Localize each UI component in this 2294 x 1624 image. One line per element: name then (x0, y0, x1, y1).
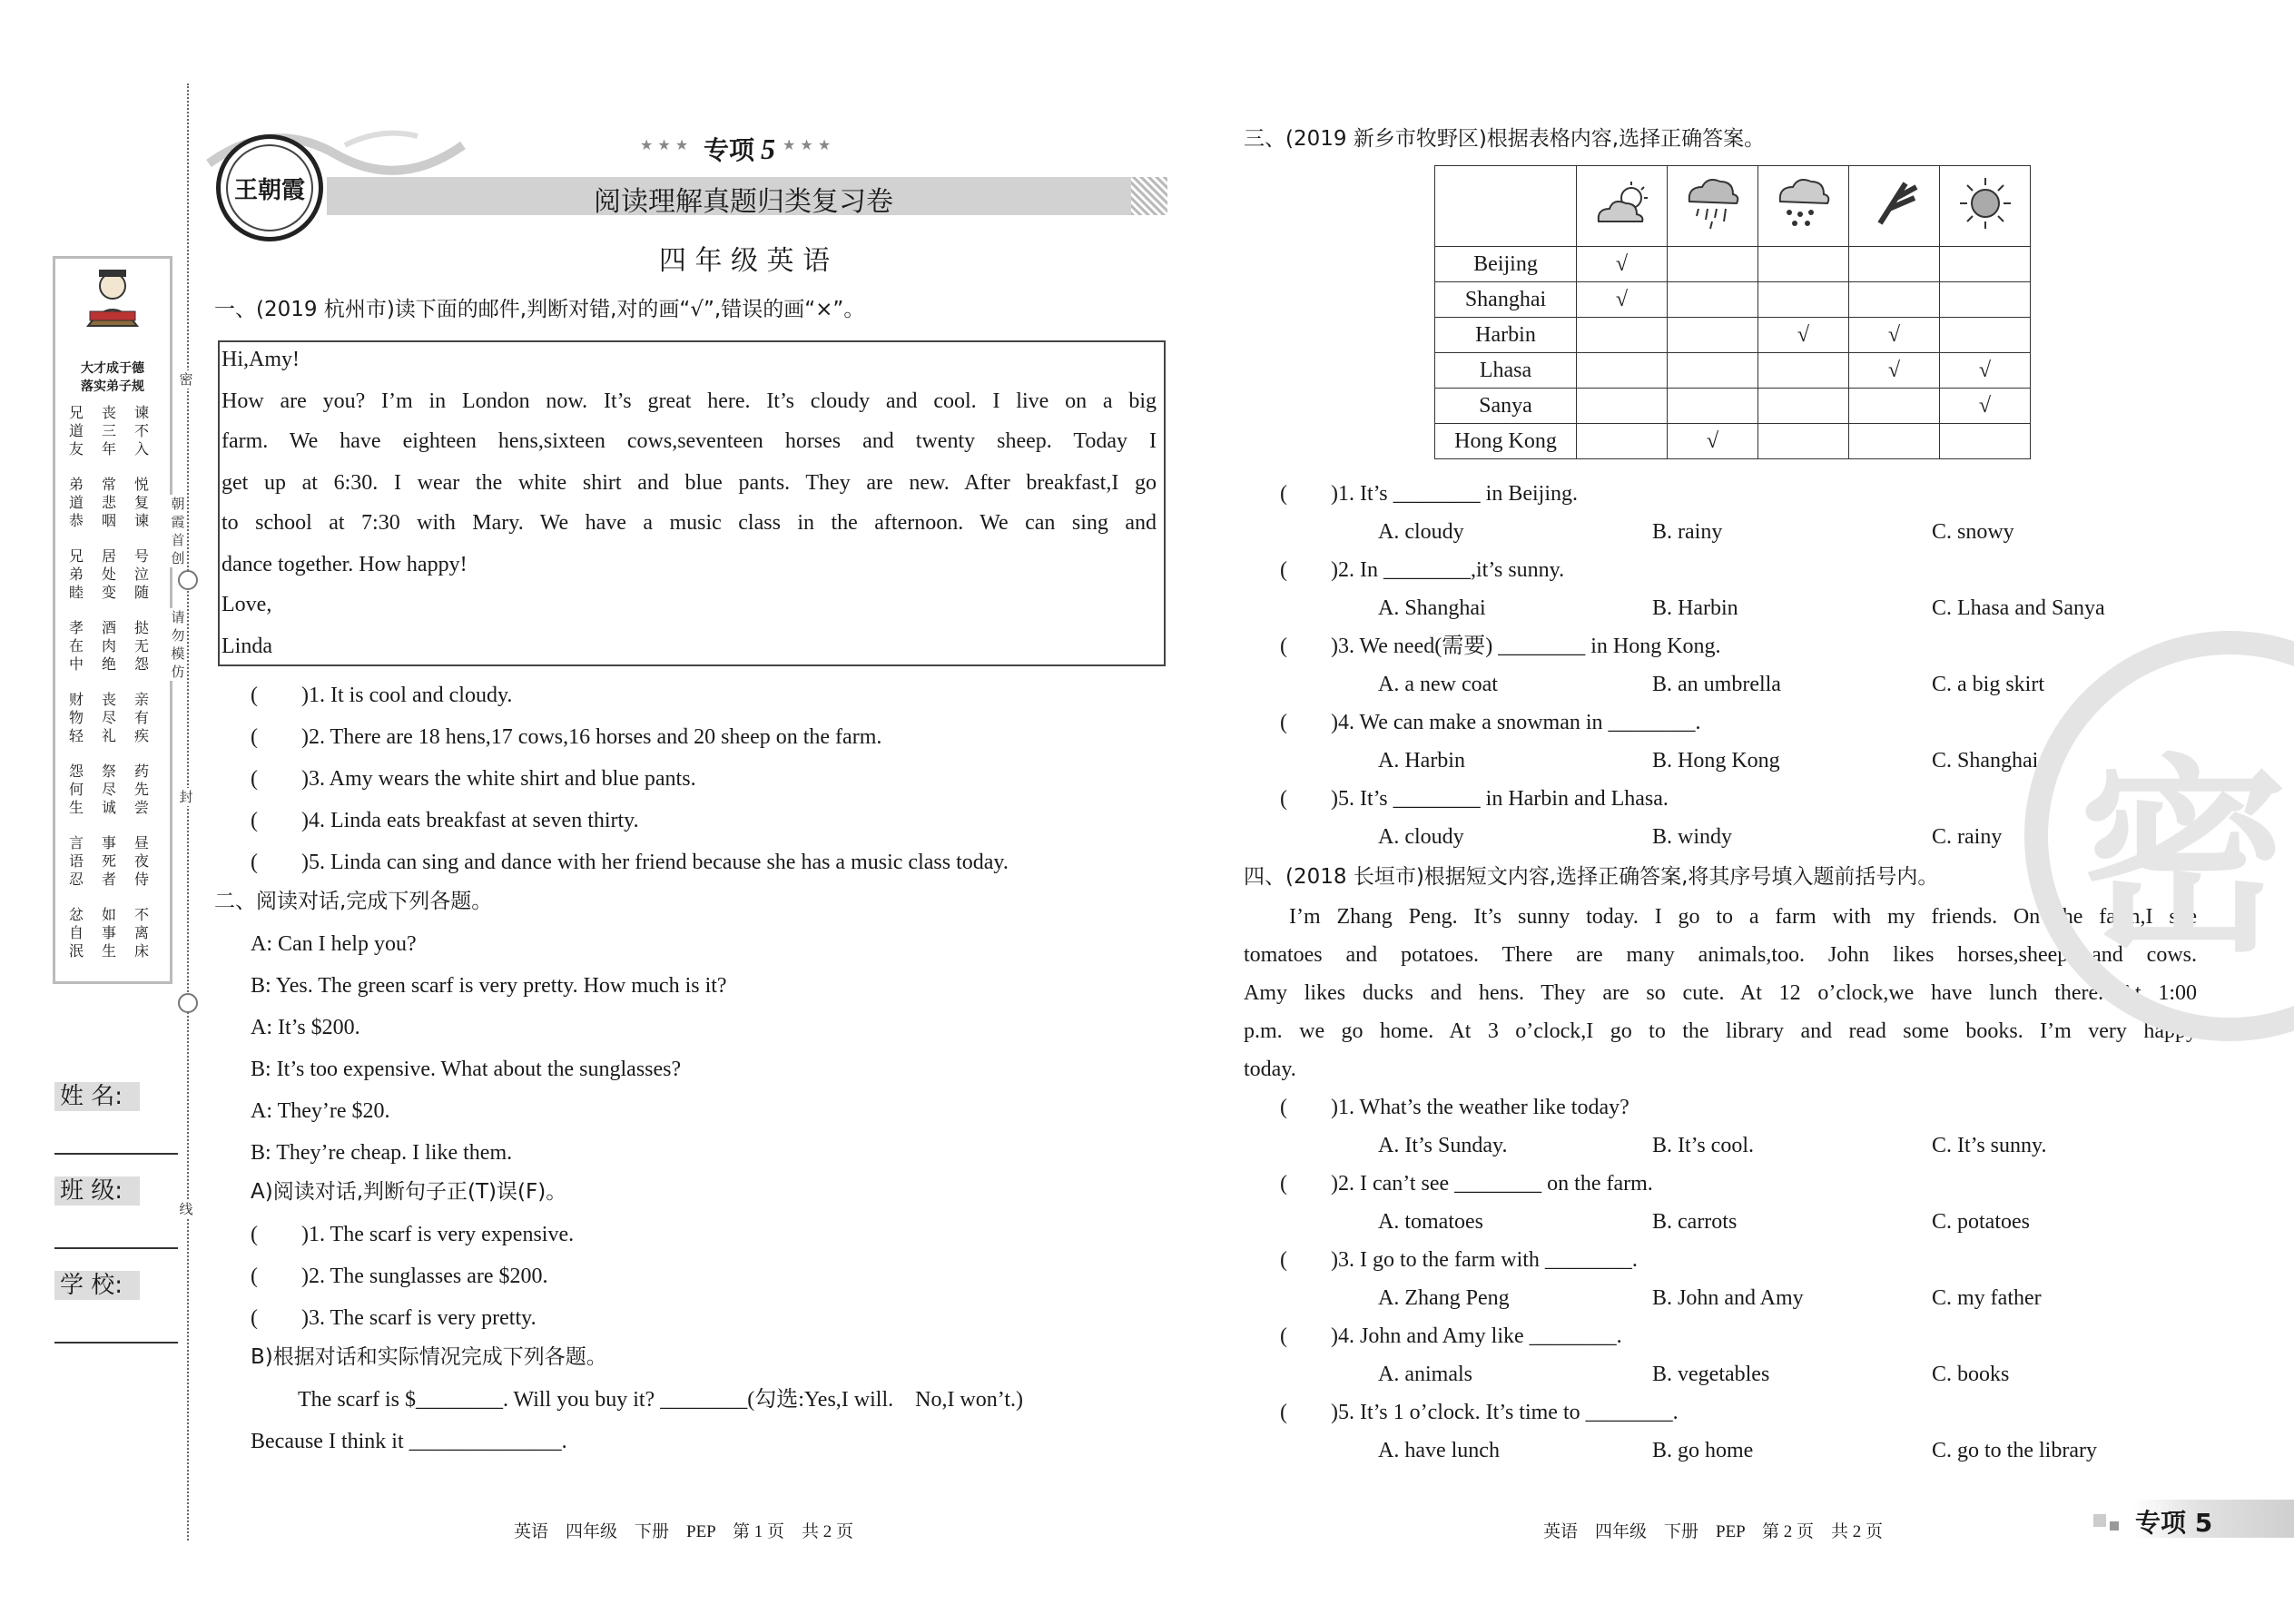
check-cell (1577, 353, 1668, 389)
weather-header-row (1435, 166, 2031, 247)
city-cell: Lhasa (1435, 353, 1577, 389)
table-row (1435, 282, 2031, 318)
motto-column: 酒肉绝 (101, 619, 116, 673)
check-cell (1577, 318, 1668, 353)
check-cell: √ (1849, 353, 1940, 389)
option-b: B. go home (1652, 1439, 1754, 1462)
question-stem: ( )2. I can’t see ________ on the farm. (1280, 1172, 1653, 1196)
stars-left-icon: ★ ★ ★ (640, 136, 689, 153)
partB-heading: B)根据对话和实际情况完成下列各题。 (251, 1345, 607, 1369)
check-cell (1849, 282, 1940, 318)
option-b: B. windy (1652, 825, 1733, 849)
table-row (1435, 247, 2031, 282)
option-c: C. go to the library (1932, 1439, 2097, 1462)
motto-column: 常悲咽 (101, 476, 116, 529)
check-cell: √ (1940, 389, 2031, 424)
motto-column: 丧三年 (101, 404, 116, 458)
option-a: A. Zhang Peng (1378, 1286, 1510, 1310)
true-false-item: ( )1. The scarf is very expensive. (251, 1223, 575, 1246)
passage-line: today. (1244, 1058, 1296, 1081)
email-line: Linda (222, 635, 272, 658)
side-label-mi: 密 (179, 371, 193, 388)
snow-icon (1758, 166, 1849, 247)
series-label (704, 131, 775, 167)
motto-column: 兄道友 (68, 404, 84, 458)
city-cell: Harbin (1435, 318, 1577, 353)
city-cell: Beijing (1435, 247, 1577, 282)
question-stem: ( )1. It’s ________ in Beijing. (1280, 482, 1578, 506)
check-cell: √ (1849, 318, 1940, 353)
table-row (1435, 389, 2031, 424)
option-c: C. rainy (1932, 825, 2003, 849)
check-cell (1849, 247, 1940, 282)
email-line: Love, (222, 593, 272, 616)
school-field[interactable] (54, 1342, 178, 1343)
passage-line: p.m. we go home. At 3 o’clock,I go to the library and read some books. I’m very happy (1244, 1019, 2197, 1043)
option-a: A. animals (1378, 1363, 1472, 1386)
table-row (1435, 353, 2031, 389)
section4-heading: 四、(2018 长垣市)根据短文内容,选择正确答案,将其序号填入题前括号内。 (1244, 865, 1939, 889)
motto-column: 挞无怨 (133, 619, 149, 673)
judgement-item: ( )5. Linda can sing and dance with her friend because she has a music class today. (251, 851, 1009, 874)
series-number: 5 (761, 133, 776, 165)
option-a: A. Harbin (1378, 749, 1465, 773)
passage-line: I’m Zhang Peng. It’s sunny today. I go to a farm with my friends. On the farm,I see (1289, 905, 2197, 929)
motto-column: 居处变 (101, 547, 116, 601)
motto-column: 如事生 (101, 906, 116, 960)
footer-left: 英语 四年级 下册 PEP 第 1 页 共 2 页 (514, 1522, 854, 1541)
check-cell (1849, 389, 1940, 424)
partA-heading: A)阅读对话,判断句子正(T)误(F)。 (251, 1180, 567, 1204)
footer-right: 英语 四年级 下册 PEP 第 2 页 共 2 页 (1543, 1522, 1884, 1541)
check-cell: √ (1758, 318, 1849, 353)
table-row (1435, 424, 2031, 459)
motto-title-2: 落实弟子规 (81, 379, 144, 394)
motto-column: 悦复谏 (133, 476, 149, 529)
check-cell (1758, 389, 1849, 424)
dialog-line: A: It’s $200. (251, 1016, 360, 1039)
binding-hole-icon (178, 993, 198, 1013)
dialog-line: A: Can I help you? (251, 932, 417, 956)
motto-column: 事死者 (101, 834, 116, 888)
option-a: A. a new coat (1378, 673, 1498, 696)
option-c: C. Shanghai (1932, 749, 2039, 773)
class-label: 班 级: (54, 1176, 140, 1206)
name-field[interactable] (54, 1153, 178, 1155)
watermark-text: 密 (2079, 738, 2289, 980)
city-cell: Shanghai (1435, 282, 1577, 318)
motto-column: 亲有疾 (133, 691, 149, 744)
check-cell (1577, 389, 1668, 424)
check-cell (1577, 424, 1668, 459)
table-corner (1435, 166, 1577, 247)
option-c: C. my father (1932, 1286, 2042, 1310)
motto-column: 丧尽礼 (101, 691, 116, 744)
option-b: B. Hong Kong (1652, 749, 1780, 773)
motto-column: 药先尝 (133, 763, 149, 816)
section-tag: 专项 5 (2135, 1508, 2213, 1538)
tag-square-icon (2093, 1514, 2106, 1527)
option-b: B. It’s cool. (1652, 1134, 1754, 1157)
name-label: 姓 名: (54, 1082, 140, 1111)
option-b: B. vegetables (1652, 1363, 1770, 1386)
dialog-line: B: Yes. The green scarf is very pretty. How much is it? (251, 974, 727, 998)
school-label: 学 校: (54, 1271, 140, 1300)
section1-heading: 一、(2019 杭州市)读下面的邮件,判断对错,对的画“√”,错误的画“×”。 (214, 298, 865, 321)
motto-title-1: 大才成于德 (81, 361, 144, 376)
check-cell (1940, 282, 2031, 318)
motto-column: 财物轻 (68, 691, 84, 744)
motto-panel (53, 256, 172, 984)
check-cell (1758, 353, 1849, 389)
email-line: to school at 7:30 with Mary. We have a music class in the afternoon. We can sing and (222, 511, 1157, 535)
option-c: C. Lhasa and Sanya (1932, 596, 2105, 620)
check-cell: √ (1577, 247, 1668, 282)
check-cell (1668, 247, 1758, 282)
option-a: A. It’s Sunday. (1378, 1134, 1508, 1157)
cloudy-sun-icon (1577, 166, 1668, 247)
motto-column: 昼夜侍 (133, 834, 149, 888)
motto-column: 怨何生 (68, 763, 84, 816)
motto-column: 谏不入 (133, 404, 149, 458)
passage-line: Amy likes ducks and hens. They are so cute. At 12 o’clock,we have lunch there. At 1:00 (1244, 981, 2197, 1005)
side-label-xian: 线 (179, 1201, 193, 1217)
option-b: B. rainy (1652, 520, 1723, 544)
judgement-item: ( )1. It is cool and cloudy. (251, 684, 513, 707)
logo-seal (216, 134, 323, 241)
tag-square-icon (2110, 1521, 2119, 1530)
city-cell: Hong Kong (1435, 424, 1577, 459)
email-line: Hi,Amy! (222, 348, 300, 371)
sun-icon (1940, 166, 2031, 247)
question-stem: ( )3. I go to the farm with ________. (1280, 1248, 1638, 1272)
motto-column: 言语忍 (68, 834, 84, 888)
side-label-feng: 封 (179, 789, 193, 805)
option-c: C. potatoes (1932, 1210, 2030, 1234)
check-cell (1758, 247, 1849, 282)
email-line: get up at 6:30. I wear the white shirt and blue pants. They are new. After breakfast,I go (222, 471, 1157, 495)
option-c: C. It’s sunny. (1932, 1134, 2047, 1157)
email-line: farm. We have eighteen hens,sixteen cows,seventeen horses and twenty sheep. Today I (222, 429, 1157, 453)
partB-line-1: The scarf is $________. Will you buy it? ________(勾选:Yes,I will. No,I won’t.) (298, 1388, 1023, 1412)
binding-dotted-line (187, 84, 189, 1540)
option-b: B. an umbrella (1652, 673, 1781, 696)
motto-column: 号泣随 (133, 547, 149, 601)
check-cell (1940, 318, 2031, 353)
motto-column: 兄弟睦 (68, 547, 84, 601)
dialog-line: B: They’re cheap. I like them. (251, 1141, 513, 1165)
check-cell (1758, 424, 1849, 459)
page-title: 阅读理解真题归类复习卷 (594, 186, 893, 218)
section2-heading: 二、阅读对话,完成下列各题。 (214, 890, 493, 913)
weather-table (1434, 165, 2031, 459)
email-line: How are you? I’m in London now. It’s great here. It’s cloudy and cool. I live on a big (222, 389, 1157, 413)
question-stem: ( )5. It’s 1 o’clock. It’s time to ________. (1280, 1401, 1679, 1424)
question-stem: ( )3. We need(需要) ________ in Hong Kong. (1280, 635, 1721, 658)
question-stem: ( )5. It’s ________ in Harbin and Lhasa. (1280, 787, 1669, 811)
option-c: C. snowy (1932, 520, 2014, 544)
option-b: B. Harbin (1652, 596, 1738, 620)
side-label-original: 朝霞首创 (171, 496, 185, 566)
true-false-item: ( )2. The sunglasses are $200. (251, 1265, 548, 1288)
dialog-line: A: They’re $20. (251, 1099, 390, 1123)
check-cell (1668, 389, 1758, 424)
check-cell (1668, 282, 1758, 318)
motto-column: 祭尽诚 (101, 763, 116, 816)
dialog-line: B: It’s too expensive. What about the sunglasses? (251, 1058, 682, 1081)
true-false-item: ( )3. The scarf is very pretty. (251, 1306, 537, 1330)
series-text: 专项 (704, 137, 755, 165)
option-c: C. a big skirt (1932, 673, 2044, 696)
motto-column: 忿自泯 (68, 906, 84, 960)
option-a: A. tomatoes (1378, 1210, 1483, 1234)
question-stem: ( )4. We can make a snowman in ________. (1280, 711, 1701, 734)
logo-text: 王朝霞 (233, 177, 305, 204)
class-field[interactable] (54, 1247, 178, 1249)
motto-column: 弟道恭 (68, 476, 84, 529)
question-stem: ( )1. What’s the weather like today? (1280, 1096, 1629, 1119)
check-cell (1849, 424, 1940, 459)
judgement-item: ( )2. There are 18 hens,17 cows,16 horses and 20 sheep on the farm. (251, 725, 882, 749)
judgement-item: ( )3. Amy wears the white shirt and blue pants. (251, 767, 696, 791)
city-cell: Sanya (1435, 389, 1577, 424)
question-stem: ( )4. John and Amy like ________. (1280, 1324, 1622, 1348)
check-cell (1668, 318, 1758, 353)
passage-line: tomatoes and potatoes. There are many animals,too. John likes horses,sheep and cows. (1244, 943, 2197, 967)
binding-hole-icon (178, 570, 198, 590)
check-cell: √ (1668, 424, 1758, 459)
check-cell: √ (1940, 353, 2031, 389)
wind-icon (1849, 166, 1940, 247)
option-a: A. have lunch (1378, 1439, 1500, 1462)
option-b: B. John and Amy (1652, 1286, 1804, 1310)
option-a: A. Shanghai (1378, 596, 1486, 620)
check-cell (1668, 353, 1758, 389)
scholar-figure-icon (81, 264, 144, 328)
check-cell (1940, 247, 2031, 282)
option-a: A. cloudy (1378, 520, 1464, 544)
option-a: A. cloudy (1378, 825, 1464, 849)
motto-column: 孝在中 (68, 619, 84, 673)
table-row (1435, 318, 2031, 353)
page-subtitle: 四 年 级 英 语 (658, 245, 831, 277)
question-stem: ( )2. In ________,it’s sunny. (1280, 558, 1565, 582)
partB-line-2: Because I think it ______________. (251, 1430, 567, 1453)
email-line: dance together. How happy! (222, 553, 468, 576)
rain-icon (1668, 166, 1758, 247)
motto-column: 不离床 (133, 906, 149, 960)
option-c: C. books (1932, 1363, 2010, 1386)
side-label-no-copy: 请勿模仿 (171, 609, 185, 680)
check-cell (1758, 282, 1849, 318)
judgement-item: ( )4. Linda eats breakfast at seven thirty. (251, 809, 639, 832)
section3-heading: 三、(2019 新乡市牧野区)根据表格内容,选择正确答案。 (1244, 127, 1766, 151)
option-b: B. carrots (1652, 1210, 1738, 1234)
stars-right-icon: ★ ★ ★ (783, 136, 832, 153)
check-cell (1940, 424, 2031, 459)
check-cell: √ (1577, 282, 1668, 318)
